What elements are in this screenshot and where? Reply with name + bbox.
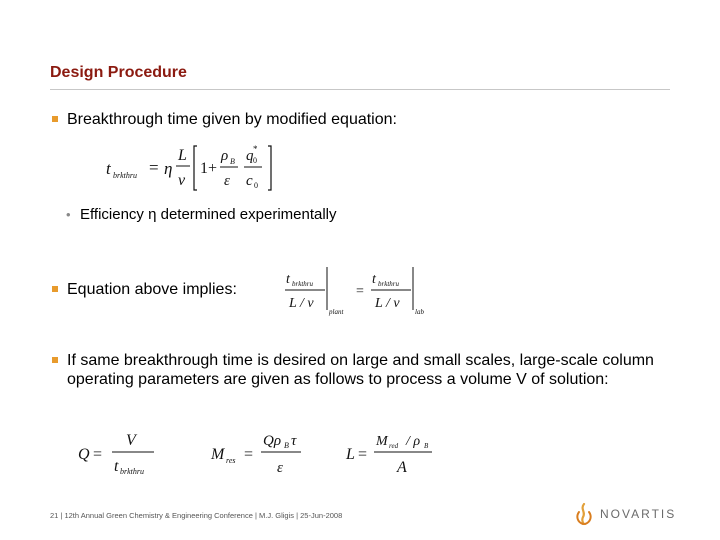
sub-bullet-text: Efficiency η determined experimentally [80,206,337,223]
svg-text:lab: lab [415,308,424,316]
svg-text:t: t [372,272,376,287]
svg-text:plant: plant [329,308,344,316]
novartis-flame-icon [574,502,594,526]
svg-text:c: c [246,173,253,189]
svg-text:B: B [230,157,235,166]
svg-text:=: = [358,446,368,463]
bullet-marker-1 [52,116,58,122]
svg-text:0: 0 [254,181,258,190]
svg-text:L: L [346,446,355,463]
bullet-marker-3 [52,357,58,363]
svg-text:t: t [286,272,290,287]
novartis-logo [574,502,676,526]
bullet-text-2: Equation above implies: [67,281,237,298]
svg-text:=: = [93,446,103,463]
svg-text:ε: ε [277,460,283,476]
svg-text:res: res [226,456,236,465]
svg-text:*: * [253,144,258,154]
sub-bullet-marker: • [66,207,71,222]
svg-text:L: L [178,147,187,164]
svg-text:red: red [389,442,399,450]
svg-text:=: = [244,446,254,463]
svg-text:τ: τ [291,433,297,449]
svg-text:brkthru: brkthru [113,171,137,180]
footer-text: 21 | 12th Annual Green Chemistry & Engineering Conference | M.J. Gligis | 25-Jun-2008 [50,511,343,520]
svg-text:q: q [246,148,254,164]
svg-text:t: t [106,159,111,178]
svg-text:L / v: L / v [289,296,314,311]
svg-text:1+: 1+ [200,160,218,177]
svg-text:A: A [397,459,407,476]
equation-breakthrough-time [104,140,284,196]
svg-text:ε: ε [224,173,230,189]
svg-text:t: t [114,458,119,475]
svg-text:V: V [126,432,136,449]
bullet-text-1: Breakthrough time given by modified equation: [67,111,397,128]
svg-text:v: v [178,172,186,189]
svg-text:ρ: ρ [221,148,229,164]
svg-text:η: η [164,159,173,178]
svg-text:M: M [376,434,388,449]
svg-text:/ ρ: / ρ [406,434,421,449]
svg-text:B: B [424,442,429,450]
bullet-marker-2 [52,286,58,292]
bullet-text-3: If same breakthrough time is desired on large and small scales, large-scale column operating parameters are given as follows to process a volume V of solution: [67,352,654,388]
slide-title: Design Procedure [50,64,187,81]
svg-text:=: = [149,158,159,177]
svg-text:Q: Q [78,446,90,463]
logo-text: NOVARTIS [600,507,677,521]
svg-text:=: = [356,284,364,299]
svg-text:B: B [284,441,289,450]
svg-text:brkthru: brkthru [120,467,144,476]
svg-text:M: M [211,446,225,463]
svg-text:Qρ: Qρ [263,433,282,449]
svg-text:brkthru: brkthru [378,280,399,288]
svg-text:0: 0 [253,156,257,165]
equation-scale-equivalence [283,264,433,318]
title-divider [50,89,670,90]
equation-design-parameters [76,428,456,482]
svg-text:L / v: L / v [375,296,400,311]
svg-text:brkthru: brkthru [292,280,313,288]
